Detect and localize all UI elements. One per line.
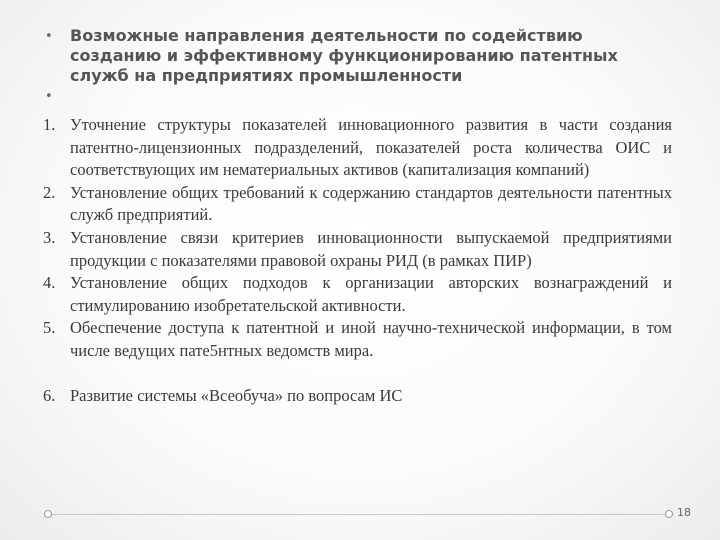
- footer-right-dot-icon: [665, 510, 673, 518]
- slide-heading: Возможные направления деятельности по содействию созданию и эффективному функционированию патентных служб на предприятиях промышленности: [70, 26, 618, 85]
- item-number: 1.: [43, 115, 56, 134]
- item-number: 3.: [43, 227, 56, 247]
- item-number: 2.: [43, 182, 56, 202]
- list-item: [0, 317, 720, 362]
- empty-bullet: •: [45, 89, 53, 104]
- item-text: Развитие системы «Всеобуча» по вопросам ИС: [70, 385, 403, 405]
- list-item: [0, 272, 720, 317]
- heading-bullet: •: [45, 29, 53, 44]
- item-text: Уточнение структуры показателей инновационного развития в части создания патентно-лицензионных подразделений, показателей роста количества ОИС и соответствующих им нематериальных активов (капитализация компаний): [70, 115, 672, 180]
- item-number: 6.: [43, 385, 56, 405]
- list-item: [0, 385, 720, 408]
- list-item: [0, 227, 720, 272]
- footer-left-dot-icon: [44, 510, 52, 518]
- item-text: Установление связи критериев инновационности выпускаемой предприятиями продукции с показателями правовой охраны РИД (в рамках ПИР): [70, 227, 672, 270]
- directions-list: [0, 114, 720, 407]
- page-number: 18: [677, 506, 691, 519]
- list-item: [0, 182, 720, 227]
- list-item: [0, 114, 720, 182]
- item-text: Установление общих требований к содержанию стандартов деятельности патентных служб предприятий.: [70, 182, 672, 225]
- item-text: Обеспечение доступа к патентной и иной научно-технической информации, в том числе ведущих пате5нтных ведомств мира.: [70, 318, 672, 360]
- item-number: 4.: [43, 273, 56, 293]
- item-text: Установление общих подходов к организации авторских вознаграждений и стимулированию изобретательской активности.: [70, 273, 672, 315]
- footer-divider: [46, 514, 674, 515]
- item-number: 5.: [43, 318, 56, 338]
